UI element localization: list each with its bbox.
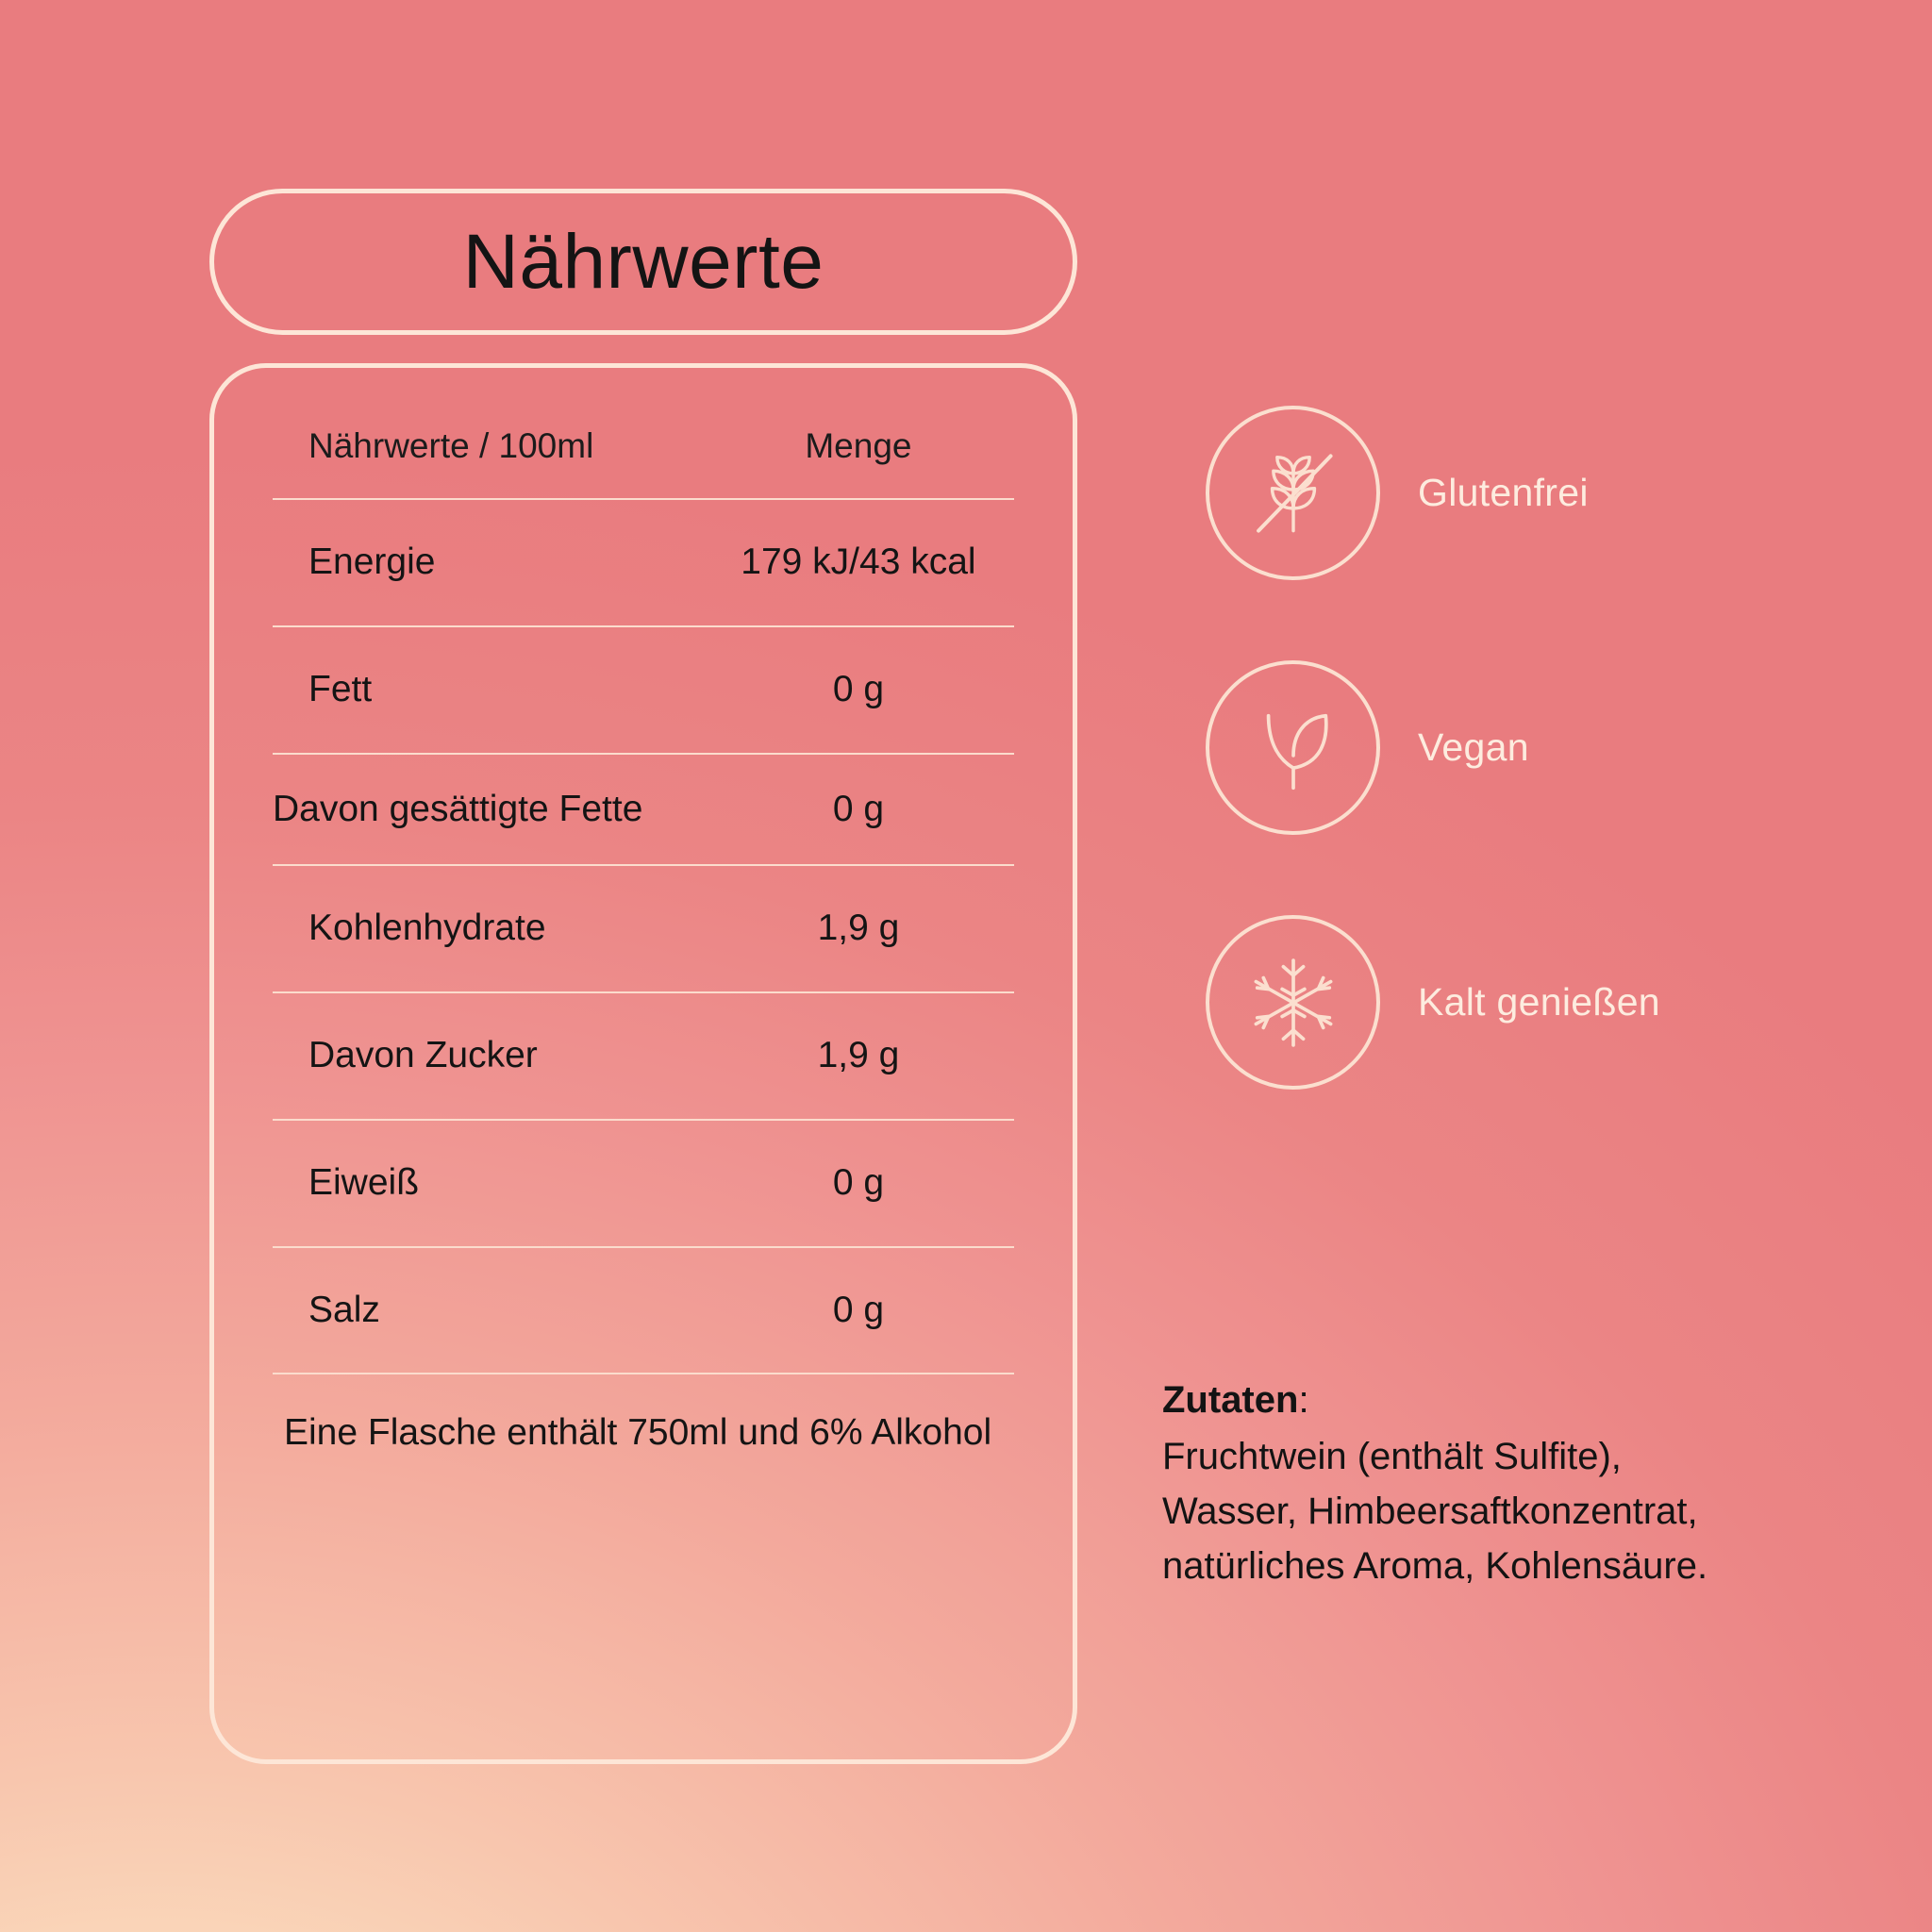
table-row [273, 499, 1014, 626]
row-value-kohlenhydrate: 1,9 g [703, 865, 1014, 992]
bottle-footnote: Eine Flasche enthält 750ml und 6% Alkohol [273, 1373, 1014, 1460]
snowflake-icon [1206, 915, 1380, 1090]
ingredients-separator: : [1298, 1379, 1309, 1421]
table-row [273, 626, 1014, 754]
row-label-zucker: Davon Zucker [273, 992, 703, 1120]
table-row [273, 1247, 1014, 1374]
badge-list [1206, 396, 1809, 1160]
ingredients-title: Zutaten [1162, 1379, 1299, 1421]
vegan-leaf-icon [1206, 660, 1380, 835]
badge-vegan [1206, 651, 1809, 844]
row-value-gesaettigte-fette: 0 g [703, 754, 1014, 866]
row-label-gesaettigte-fette: Davon gesättigte Fette [273, 754, 703, 866]
row-label-energie: Energie [273, 499, 703, 626]
row-label-salz: Salz [273, 1247, 703, 1374]
column-header-nutrient: Nährwerte / 100ml [308, 426, 594, 465]
nutrition-table [273, 413, 1014, 1373]
row-value-energie: 179 kJ/43 kcal [703, 499, 1014, 626]
table-row [273, 1120, 1014, 1247]
row-value-salz: 0 g [703, 1247, 1014, 1374]
table-header-row [273, 413, 1014, 499]
nutrition-card [209, 363, 1077, 1764]
row-label-eiweiss: Eiweiß [273, 1120, 703, 1247]
table-row [273, 754, 1014, 866]
badge-label-kalt-geniessen: Kalt genießen [1418, 980, 1660, 1024]
row-label-fett: Fett [273, 626, 703, 754]
row-value-eiweiss: 0 g [703, 1120, 1014, 1247]
table-row [273, 992, 1014, 1120]
gluten-free-icon [1206, 406, 1380, 580]
badge-label-vegan: Vegan [1418, 725, 1529, 769]
page-title-pill [209, 189, 1077, 335]
ingredients-block [1162, 1373, 1766, 1593]
badge-label-glutenfrei: Glutenfrei [1418, 471, 1589, 514]
page-title: Nährwerte [462, 218, 824, 305]
badge-kalt-geniessen [1206, 906, 1809, 1099]
column-header-amount: Menge [805, 426, 912, 465]
row-value-fett: 0 g [703, 626, 1014, 754]
row-label-kohlenhydrate: Kohlenhydrate [273, 865, 703, 992]
row-value-zucker: 1,9 g [703, 992, 1014, 1120]
table-row [273, 865, 1014, 992]
badge-glutenfrei [1206, 396, 1809, 590]
ingredients-text: Fruchtwein (enthält Sulfite), Wasser, Himbeersaftkonzentrat, natürliches Aroma, Kohlensäure. [1162, 1436, 1708, 1587]
